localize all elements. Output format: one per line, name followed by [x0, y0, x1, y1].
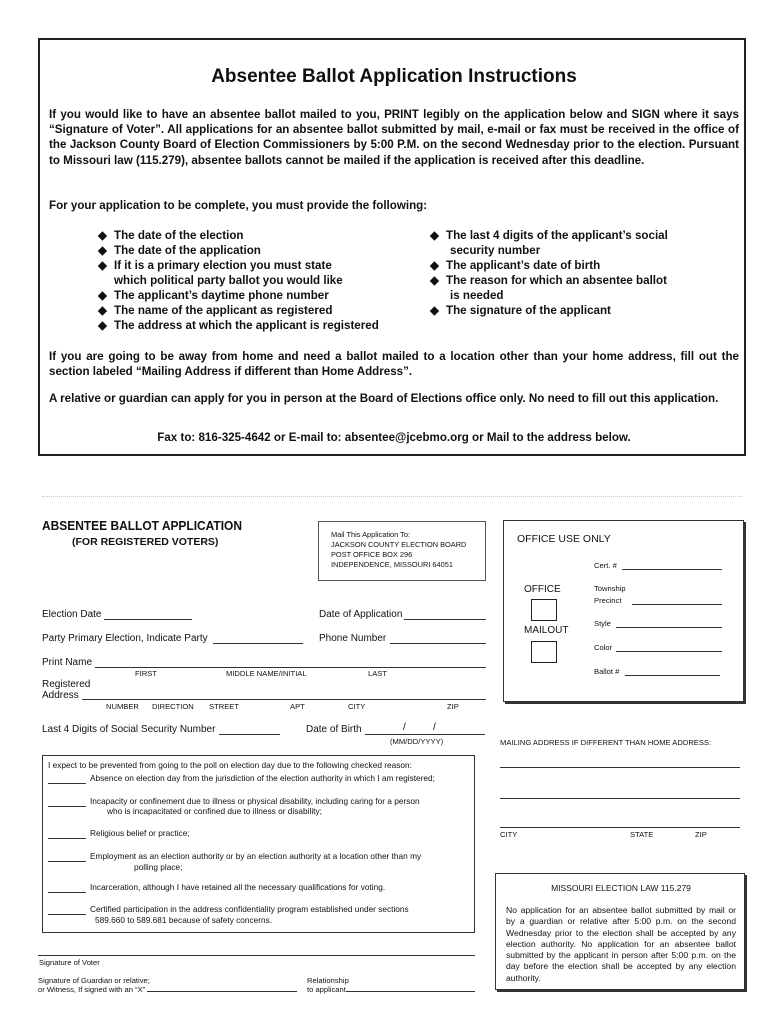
- precinct-label: Precinct: [594, 596, 622, 605]
- voter-signature-field[interactable]: [38, 955, 475, 956]
- color-label: Color: [594, 643, 613, 652]
- middle-name-caption: MIDDLE NAME/INITIAL: [226, 669, 307, 678]
- mailing-state-caption: STATE: [630, 830, 654, 839]
- list-item: ◆ The address at which the applicant is registered: [98, 319, 379, 332]
- reason-confidentiality: Certified participation in the address confidentiality program established under sections: [48, 904, 409, 915]
- relative-guardian-note: A relative or guardian can apply for you in person at the Board of Elections office only. No need to fill out this application.: [49, 392, 719, 405]
- street-caption: STREET: [209, 702, 239, 711]
- list-item: ◆ The applicant’s daytime phone number: [98, 289, 329, 302]
- reason-check-line[interactable]: [48, 783, 86, 784]
- ballot-number-label: Ballot #: [594, 667, 620, 676]
- cut-line-divider: [42, 496, 742, 497]
- precinct-field[interactable]: [632, 604, 722, 605]
- direction-caption: DIRECTION: [152, 702, 194, 711]
- diamond-bullet-icon: ◆: [98, 289, 107, 302]
- office-checkbox[interactable]: [531, 599, 557, 621]
- list-item: ◆ The last 4 digits of the applicant’s social: [430, 229, 668, 242]
- reason-check-line[interactable]: [48, 914, 86, 915]
- reason-incapacity: Incapacity or confinement due to illness or physical disability, including caring for a person: [48, 796, 420, 807]
- mail-to-address-box: [318, 521, 486, 581]
- registered-label: Registered: [42, 679, 91, 690]
- address-label: Address: [42, 690, 79, 701]
- list-item: ◆ The date of the application: [98, 244, 261, 257]
- dob-separator: /: [433, 722, 436, 733]
- mailing-address-note: If you are going to be away from home and need a ballot mailed to a location other than your home address, fill out the section labeled “Mailing Address if different than Home Address”.: [49, 350, 739, 379]
- diamond-bullet-icon: ◆: [98, 244, 107, 257]
- mailout-label: MAILOUT: [524, 625, 569, 636]
- reason-check-line[interactable]: [48, 838, 86, 839]
- apt-caption: APT: [290, 702, 305, 711]
- dob-field[interactable]: [365, 734, 485, 735]
- instructions-intro: If you would like to have an absentee ballot mailed to you, PRINT legibly on the application below and SIGN where it says “Signature of Voter”. All applications for an absentee ballot submitted by mail, e-mail or fax must be received in the office of the Jackson County Board of Election Commissioners by 5:00 P.M. on the second Wednesday prior to the election. Pursuant to Missouri law (115.279), absentee ballots cannot be mailed if the application is received after this deadline.: [49, 108, 739, 167]
- style-field[interactable]: [616, 627, 722, 628]
- diamond-bullet-icon: ◆: [98, 304, 107, 317]
- reason-confidentiality-cont: 589.660 to 589.681 because of safety concerns.: [95, 915, 273, 925]
- registered-address-field[interactable]: [82, 699, 486, 700]
- mailing-address-line-1[interactable]: [500, 767, 740, 768]
- dob-format-caption: (MM/DD/YYYY): [390, 737, 444, 746]
- mail-to-line: Mail This Application To:: [331, 530, 411, 539]
- ssn-label: Last 4 Digits of Social Security Number: [42, 724, 216, 735]
- absence-reasons-box: [42, 755, 475, 933]
- print-name-field[interactable]: [95, 667, 486, 668]
- phone-number-label: Phone Number: [319, 633, 387, 644]
- cert-field[interactable]: [622, 569, 722, 570]
- party-primary-label: Party Primary Election, Indicate Party: [42, 633, 208, 644]
- list-item: ◆ The applicant’s date of birth: [430, 259, 601, 272]
- color-field[interactable]: [616, 651, 722, 652]
- guardian-signature-field[interactable]: [147, 991, 297, 992]
- application-title: ABSENTEE BALLOT APPLICATION: [42, 518, 242, 533]
- ballot-number-field[interactable]: [625, 675, 720, 676]
- contact-line: Fax to: 816-325-4642 or E-mail to: absentee@jcebmo.org or Mail to the address below.: [157, 431, 631, 444]
- list-item: ◆ The name of the applicant as registered: [98, 304, 333, 317]
- guardian-signature-label: Signature of Guardian or relative;: [38, 976, 150, 985]
- application-subtitle: (FOR REGISTERED VOTERS): [72, 536, 219, 548]
- voter-signature-label: Signature of Voter: [39, 958, 100, 967]
- last-name-caption: LAST: [368, 669, 387, 678]
- number-caption: NUMBER: [106, 702, 139, 711]
- reason-religious: Religious belief or practice;: [48, 828, 190, 839]
- reason-absence: Absence on election day from the jurisdiction of the election authority in which I am registered;: [48, 773, 435, 784]
- diamond-bullet-icon: ◆: [98, 229, 107, 242]
- date-of-application-label: Date of Application: [319, 609, 403, 620]
- instructions-box: [38, 38, 746, 456]
- diamond-bullet-icon: ◆: [430, 304, 439, 317]
- right-requirements-list: [430, 228, 740, 318]
- diamond-bullet-icon: ◆: [430, 274, 439, 287]
- mailing-city-caption: CITY: [500, 830, 518, 839]
- mailing-zip-caption: ZIP: [695, 830, 707, 839]
- list-item: ◆ The signature of the applicant: [430, 304, 611, 317]
- list-item: ◆ The reason for which an absentee ballot: [430, 274, 667, 287]
- date-of-application-field[interactable]: [404, 619, 486, 620]
- reason-incarceration: Incarceration, although I have retained all the necessary qualifications for voting.: [48, 882, 385, 893]
- cert-label: Cert. #: [594, 561, 617, 570]
- mailing-address-line-3[interactable]: [500, 827, 740, 828]
- township-label: Township: [594, 584, 626, 593]
- mail-to-line: JACKSON COUNTY ELECTION BOARD: [331, 540, 467, 549]
- dob-separator: /: [403, 722, 406, 733]
- reason-employment-cont: polling place;: [134, 862, 183, 872]
- list-item-continuation: security number: [450, 244, 541, 257]
- guardian-signature-label-2: or Witness, If signed with an “X”: [38, 985, 146, 994]
- mail-to-line: INDEPENDENCE, MISSOURI 64051: [331, 560, 453, 569]
- law-title: MISSOURI ELECTION LAW 115.279: [551, 883, 691, 893]
- style-label: Style: [594, 619, 611, 628]
- list-item-continuation: is needed: [450, 289, 504, 302]
- diamond-bullet-icon: ◆: [98, 319, 107, 332]
- reasons-intro: I expect to be prevented from going to the poll on election day due to the following checked reason:: [48, 760, 412, 770]
- zip-caption: ZIP: [447, 702, 459, 711]
- law-text: No application for an absentee ballot submitted by mail or by a guardian or relative after 5:00 p.m. on the second Wednesday prior to the election shall be accepted by any election authority. No application for an absentee ballot submitted by the applicant in person after 5:00 p.m. on the day before the election shall be accepted by any election authority.: [506, 905, 736, 983]
- mailout-checkbox[interactable]: [531, 641, 557, 663]
- mail-to-line: POST OFFICE BOX 296: [331, 550, 413, 559]
- diamond-bullet-icon: ◆: [98, 259, 107, 272]
- relationship-label-2: to applicant: [307, 985, 346, 994]
- reason-incapacity-cont: who is incapacitated or confined due to illness or disability;: [107, 806, 322, 816]
- mailing-address-title: MAILING ADDRESS IF DIFFERENT THAN HOME ADDRESS:: [500, 738, 712, 747]
- election-date-field[interactable]: [104, 619, 192, 620]
- diamond-bullet-icon: ◆: [430, 229, 439, 242]
- reason-check-line[interactable]: [48, 892, 86, 893]
- left-requirements-list: [98, 228, 428, 333]
- print-name-label: Print Name: [42, 657, 93, 668]
- requirements-heading: For your application to be complete, you must provide the following:: [49, 199, 428, 212]
- list-item-continuation: which political party ballot you would like: [114, 274, 343, 287]
- relationship-field[interactable]: [346, 991, 475, 992]
- office-use-title: OFFICE USE ONLY: [517, 533, 611, 545]
- reason-check-line[interactable]: [48, 861, 86, 862]
- city-caption: CITY: [348, 702, 366, 711]
- party-primary-field[interactable]: [213, 643, 303, 644]
- ssn-field[interactable]: [219, 734, 280, 735]
- office-use-box: [503, 520, 744, 702]
- election-date-label: Election Date: [42, 609, 102, 620]
- list-item: ◆ The date of the election: [98, 229, 244, 242]
- office-label: OFFICE: [524, 584, 561, 595]
- mailing-address-line-2[interactable]: [500, 798, 740, 799]
- phone-number-field[interactable]: [390, 643, 486, 644]
- reason-check-line[interactable]: [48, 806, 86, 807]
- first-name-caption: FIRST: [135, 669, 157, 678]
- diamond-bullet-icon: ◆: [430, 259, 439, 272]
- relationship-label: Relationship: [307, 976, 349, 985]
- missouri-law-box: [495, 873, 745, 990]
- reason-employment: Employment as an election authority or by an election authority at a location other than my: [48, 851, 421, 862]
- list-item: ◆ If it is a primary election you must state: [98, 259, 332, 272]
- instructions-title: Absentee Ballot Application Instructions: [211, 66, 577, 87]
- dob-label: Date of Birth: [306, 724, 362, 735]
